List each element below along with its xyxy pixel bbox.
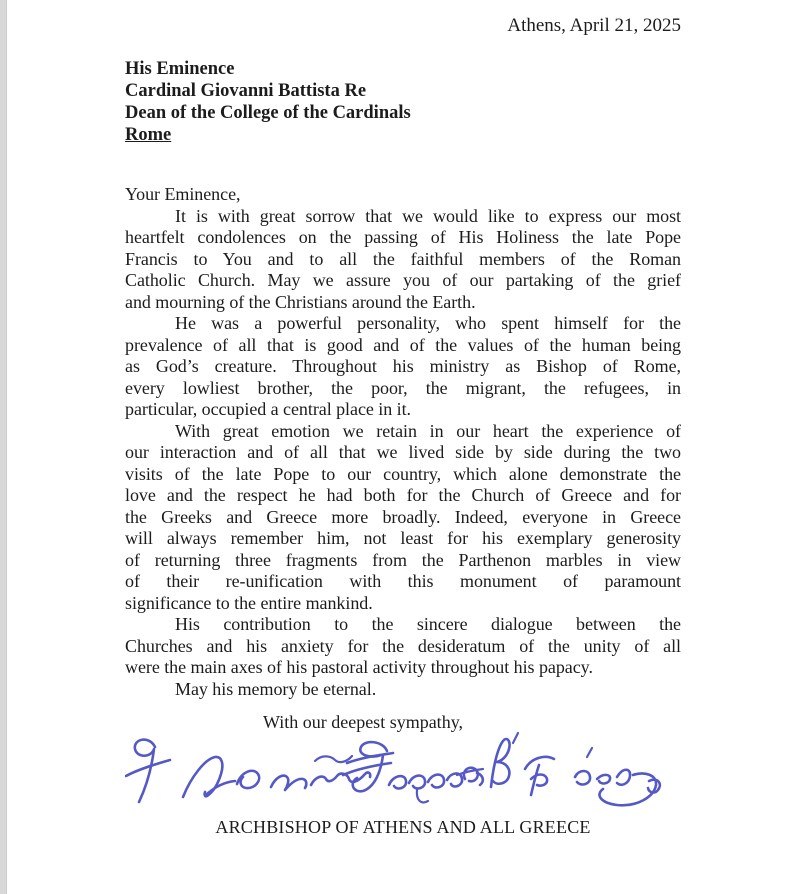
body-line: Francis to You and to all the faithful members of the Roman	[125, 248, 681, 269]
body-line: of returning three fragments from the Parthenon marbles in view	[125, 549, 681, 570]
body-line: His contribution to the sincere dialogue between the	[175, 614, 681, 634]
recipient-line: His Eminence	[125, 59, 235, 79]
signer-title: ARCHBISHOP OF ATHENS AND ALL GREECE	[215, 817, 591, 837]
body-line: prevalence of all that is good and of the values of the human being	[125, 334, 681, 355]
recipient-line: Cardinal Giovanni Battista Re	[125, 81, 367, 101]
body-line: will always remember him, not least for his exemplary generosity	[125, 528, 681, 548]
recipient-city: Rome	[125, 125, 172, 145]
body-line: as God’s creature. Throughout his ministry as Bishop of Rome,	[125, 356, 681, 376]
body-line: the Greeks and Greece more broadly. Indeed, everyone in Greece	[125, 506, 681, 527]
body-line: visits of the late Pope to our country, which alone demonstrate the	[125, 463, 681, 484]
body-line: love and the respect he had both for the Church of Greece and for	[125, 485, 681, 505]
body-line: heartfelt condolences on the passing of His Holiness the late Pope	[125, 227, 681, 247]
recipient-line: Dean of the College of the Cardinals	[125, 103, 411, 123]
body-line: It is with great sorrow that we would like to express our most	[175, 205, 681, 226]
recipient-block	[125, 58, 411, 146]
body-line: Churches and his anxiety for the desideratum of the unity of all	[125, 635, 681, 656]
body-line: of their re-unification with this monument of paramount	[125, 571, 681, 591]
salutation: Your Eminence,	[125, 184, 241, 204]
body-line: every lowliest brother, the poor, the migrant, the refugees, in	[125, 377, 681, 398]
body-line: May his memory be eternal.	[175, 678, 377, 699]
body-line: He was a powerful personality, who spent himself for the	[175, 313, 681, 333]
body-line: particular, occupied a central place in it.	[125, 399, 411, 419]
date-line: Athens, April 21, 2025	[507, 15, 681, 36]
body-line: and mourning of the Christians around the Earth.	[125, 291, 476, 312]
body-line: significance to the entire mankind.	[125, 592, 373, 613]
letter-body	[125, 184, 681, 700]
body-line: were the main axes of his pastoral activity throughout his papacy.	[125, 657, 593, 677]
body-line: Catholic Church. May we assure you of our partaking of the grief	[125, 270, 681, 290]
body-line: our interaction and of all that we lived side by side during the two	[125, 442, 681, 462]
body-line: With great emotion we retain in our heart the experience of	[175, 420, 681, 441]
closing-line: With our deepest sympathy,	[262, 712, 464, 732]
page-edge-strip	[0, 0, 7, 894]
signature-handwriting	[125, 729, 665, 819]
